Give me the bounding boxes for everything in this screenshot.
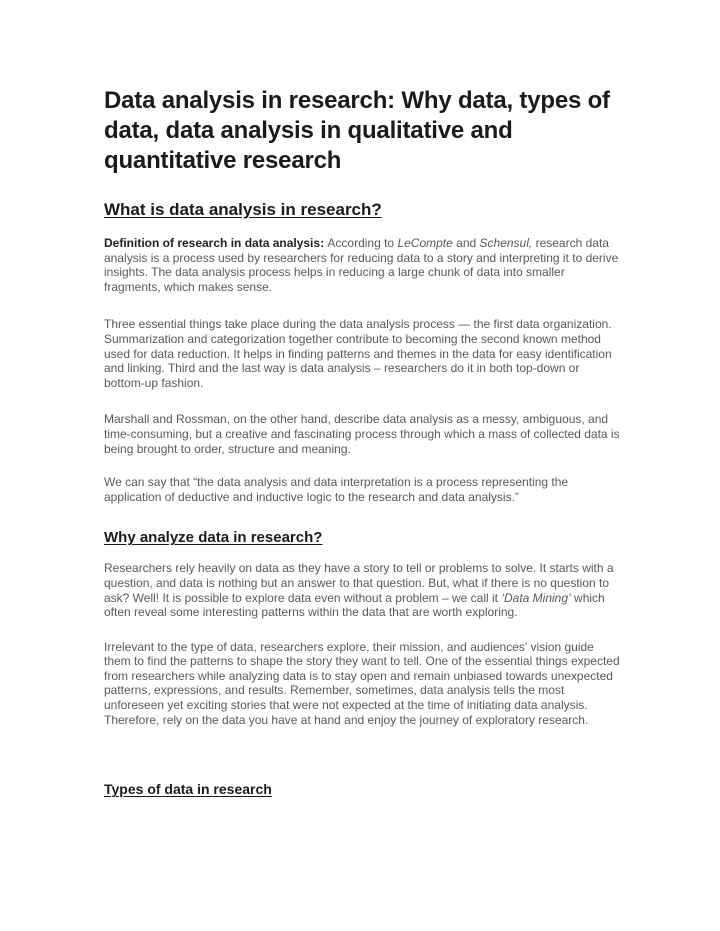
text-segment: research data analysis is a process used by researchers for reducing data to a story and interpreting it to derive insights. The data analysis process helps in reducing a large chunk of data into smaller fragments, which makes sense. [104, 236, 619, 294]
text-segment-bold-lead: Definition of research in data analysis: [104, 236, 328, 250]
text-segment-data-mining: ‘Data Mining’ [501, 590, 571, 605]
text-segment: Researchers rely heavily on data as they have a story to tell or problems to solve. It starts with a question, and data is nothing but an answer to that question. But, what if there is no question to ask? Well! It is possible to explore data even without a problem – we call it [104, 561, 614, 605]
paragraph-researchers-rely [104, 561, 620, 619]
paragraph-definition [104, 236, 620, 294]
text-segment: which often reveal some interesting patterns within the data that are worth exploring. [104, 590, 605, 620]
paragraph-marshall-rossman: Marshall and Rossman, on the other hand, describe data analysis as a messy, ambiguous, and time-consuming, but a creative and fascinating process through which a mass of collected data is being brought to order, structure and meaning. [104, 412, 620, 456]
heading-why-analyze-data: Why analyze data in research? [104, 529, 323, 547]
heading-what-is-data-analysis: What is data analysis in research? [104, 200, 382, 219]
paragraph-irrelevant-to-type: Irrelevant to the type of data, researchers explore, their mission, and audiences’ vision guide them to find the patterns to shape the story they want to tell. One of the essential things expected from researchers while analyzing data is to stay open and remain unbiased towards unexpected patterns, expressions, and results. Remember, sometimes, data analysis tells the most unforeseen yet exciting stories that were not expected at the time of initiating data analysis. Therefore, rely on the data you have at hand and enjoy the journey of exploratory research. [104, 639, 620, 727]
text-segment: According to [327, 236, 398, 250]
text-segment-author-lecompte: LeCompte [397, 236, 453, 250]
document-title: Data analysis in research: Why data, types of data, data analysis in qualitative and quantitative research [104, 87, 610, 174]
text-segment-author-schensul: Schensul, [479, 236, 533, 250]
document-content [104, 86, 620, 798]
text-segment: and [452, 236, 480, 250]
heading-types-of-data: Types of data in research [104, 781, 272, 798]
paragraph-quote-deductive-inductive: We can say that “the data analysis and data interpretation is a process representing the application of deductive and inductive logic to the research and data analysis.” [104, 475, 569, 504]
paragraph-three-essential-things: Three essential things take place during the data analysis process — the first data organization. Summarization and categorization together contribute to becoming the second known method used for data reduction. It helps in finding patterns and themes in the data for easy identification and linking. Third and the last way is data analysis – researchers do it in both top-down or bottom-up fashion. [104, 317, 612, 390]
